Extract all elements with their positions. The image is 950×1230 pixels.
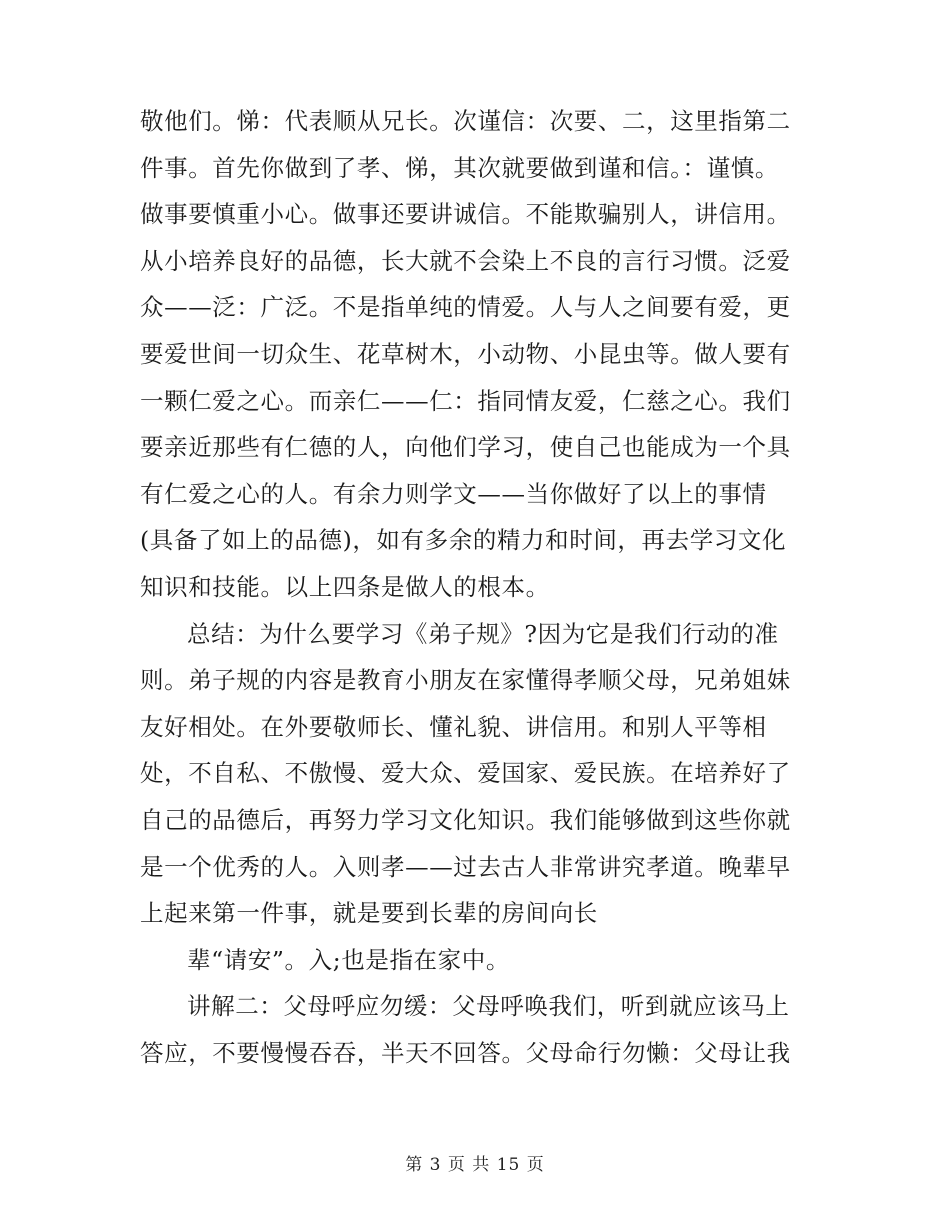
text-line: 众——泛：广泛。不是指单纯的情爱。人与人之间要有爱，更: [140, 293, 791, 322]
text-line: 要亲近那些有仁德的人，向他们学习，使自己也能成为一个具: [140, 433, 791, 462]
text-line: 有仁爱之心的人。有余力则学文——当你做好了以上的事情: [140, 479, 767, 508]
text-line: 要爱世间一切众生、花草树木，小动物、小昆虫等。做人要有: [140, 339, 791, 368]
text-line: 则。弟子规的内容是教育小朋友在家懂得孝顺父母，兄弟姐妹: [140, 666, 791, 695]
paragraph-start-line: 总结：为什么要学习《弟子规》?因为它是我们行动的准: [187, 619, 779, 648]
text-line: 件事。首先你做到了孝、悌，其次就要做到谨和信。：谨慎。: [140, 153, 779, 182]
text-line: 一颗仁爱之心。而亲仁——仁：指同情友爱，仁慈之心。我们: [140, 386, 791, 415]
text-line: 友好相处。在外要敬师长、懂礼貌、讲信用。和别人平等相: [140, 712, 767, 741]
text-line: 知识和技能。以上四条是做人的根本。: [140, 572, 550, 601]
text-line: 做事要慎重小心。做事还要讲诚信。不能欺骗别人，讲信用。: [140, 200, 791, 229]
text-line: 处，不自私、不傲慢、爱大众、爱国家、爱民族。在培养好了: [140, 759, 791, 788]
text-line: 答应，不要慢慢吞吞，半天不回答。父母命行勿懒：父母让我: [140, 1038, 791, 1067]
text-line: 敬他们。悌：代表顺从兄长。次谨信：次要、二，这里指第二: [140, 107, 791, 135]
text-line: (具备了如上的品德)，如有多余的精力和时间，再去学习文化: [140, 526, 787, 555]
text-line: 从小培养良好的品德，长大就不会染上不良的言行习惯。泛爱: [140, 246, 791, 275]
paragraph-start-line: 辈“请安”。入;也是指在家中。: [187, 945, 510, 974]
document-body: [140, 98, 812, 1076]
paragraph-start-line: 讲解二：父母呼应勿缓：父母呼唤我们，听到就应该马上: [187, 992, 790, 1021]
text-line: 自己的品德后，再努力学习文化知识。我们能够做到这些你就: [140, 805, 791, 834]
text-line: 是一个优秀的人。入则孝——过去古人非常讲究孝道。晚辈早: [140, 852, 791, 881]
page-number-footer: 第 3 页 共 15 页: [405, 1155, 545, 1175]
text-line: 上起来第一件事，就是要到长辈的房间向长: [140, 899, 598, 928]
